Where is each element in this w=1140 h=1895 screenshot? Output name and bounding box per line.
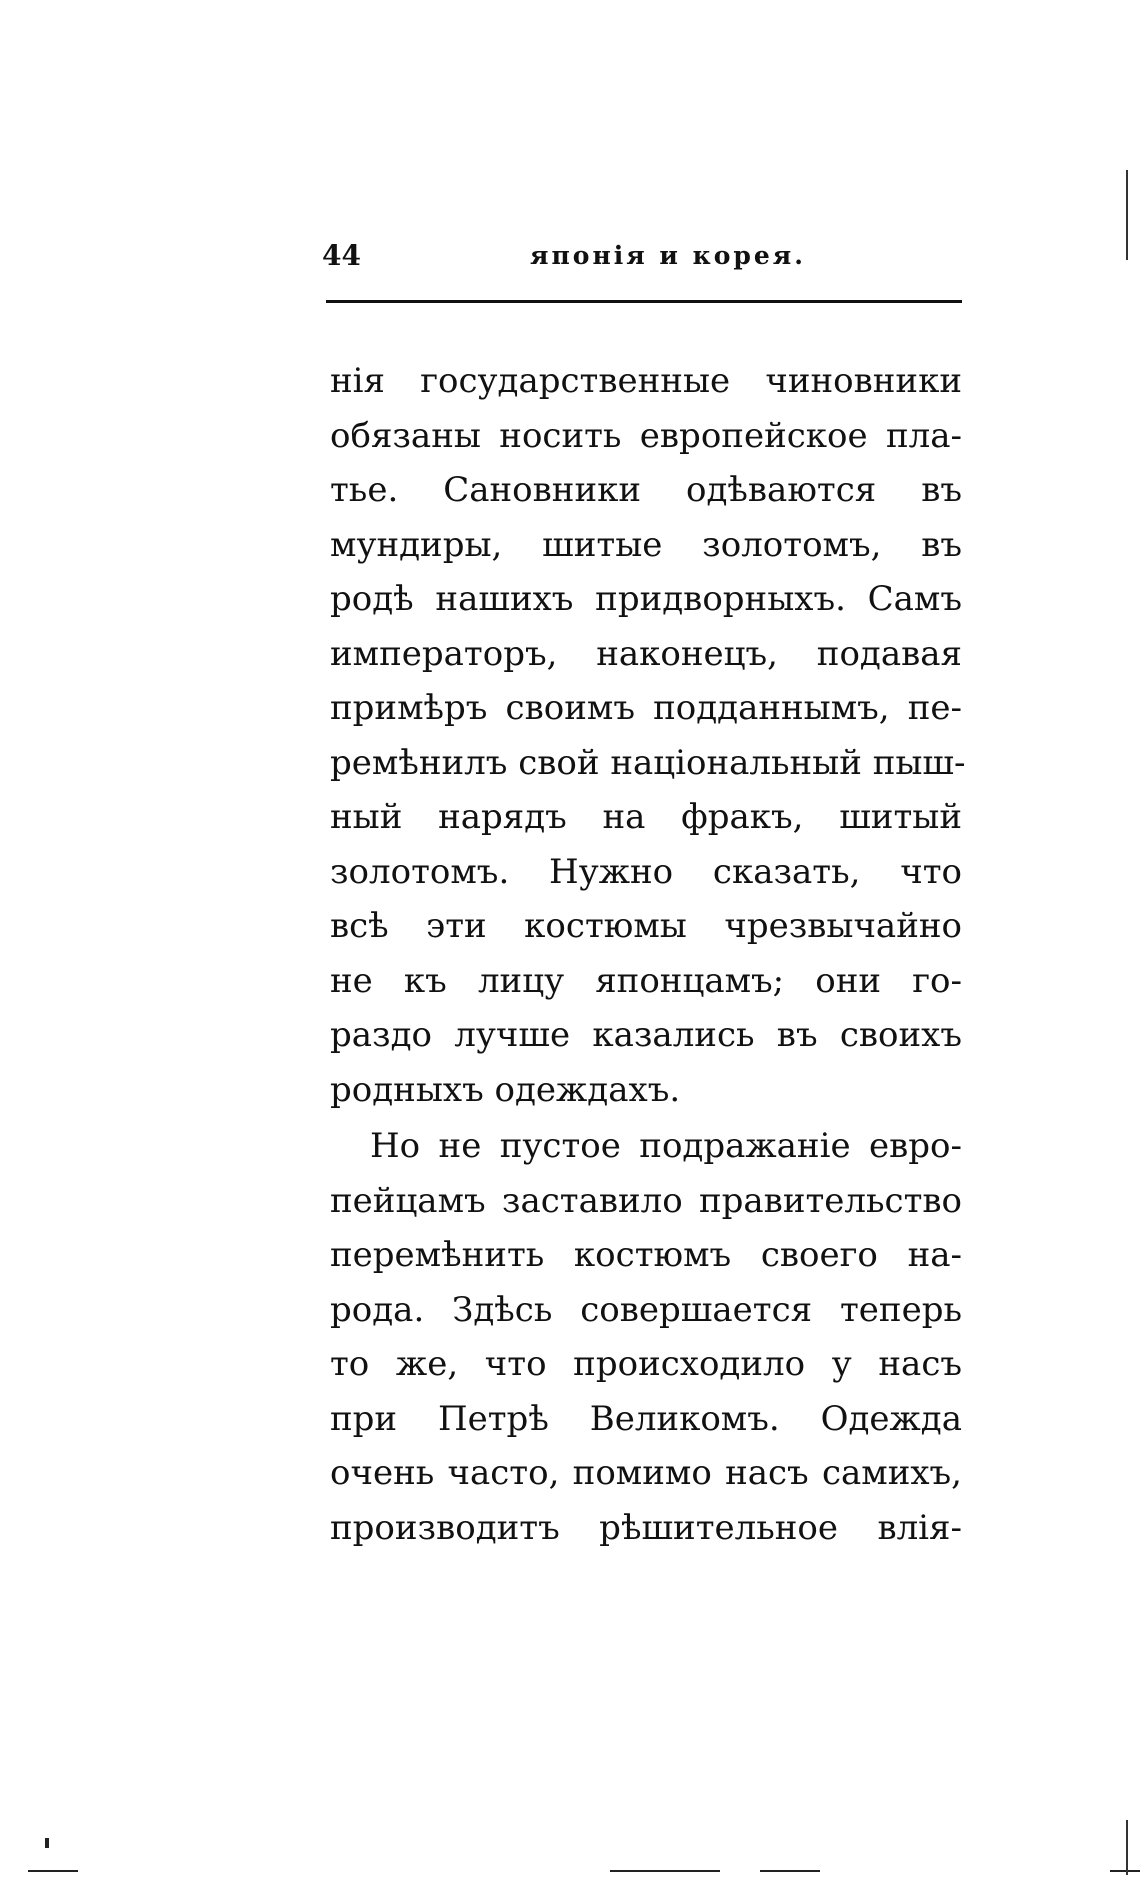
text-line: не къ лицу японцамъ; они го-: [330, 960, 962, 1001]
text-line: Но не пустое подражаніе евро-: [370, 1126, 962, 1166]
body-text: [330, 354, 966, 1555]
text-line: пейцамъ заставило правительство: [330, 1180, 962, 1221]
scan-edge-line: [1110, 1870, 1140, 1872]
scan-edge-line: [1126, 170, 1128, 260]
page-number: 44: [322, 239, 361, 272]
paragraph-1: [330, 354, 966, 1117]
text-line: родныхъ одеждахъ.: [330, 1069, 681, 1110]
text-line: мундиры, шитые золотомъ, въ: [330, 524, 962, 565]
text-line: императоръ, наконецъ, подавая: [330, 633, 962, 674]
page-header: [322, 232, 962, 280]
text-line: производитъ рѣшительное влія-: [330, 1507, 962, 1548]
text-line: всѣ эти костюмы чрезвычайно: [330, 906, 962, 946]
text-line: ный нарядъ на фракъ, шитый: [330, 797, 962, 837]
text-line: при Петрѣ Великомъ. Одежда: [330, 1398, 962, 1439]
scan-edge-line: [28, 1870, 78, 1872]
header-rule: [326, 300, 962, 303]
text-line: рода. Здѣсь совершается теперь: [330, 1289, 962, 1330]
text-line: то же, что происходило у насъ: [330, 1344, 962, 1384]
text-line: раздо лучше казались въ своихъ: [330, 1015, 962, 1055]
text-line: примѣръ своимъ подданнымъ, пе-: [330, 688, 962, 728]
text-line: очень часто, помимо насъ самихъ,: [330, 1453, 962, 1493]
text-line: нія государственные чиновники: [330, 361, 962, 401]
text-line: золотомъ. Нужно сказать, что: [330, 851, 962, 892]
scan-mark: [45, 1838, 49, 1848]
text-line: ремѣнилъ свой національный пыш-: [330, 742, 966, 783]
text-line: тье. Сановники одѣваются въ: [330, 470, 962, 510]
running-title: японія и корея.: [530, 241, 806, 270]
scan-edge-line: [610, 1870, 720, 1872]
text-line: обязаны носить европейское пла-: [330, 415, 962, 456]
scan-edge-line: [1126, 1820, 1128, 1875]
text-line: родѣ нашихъ придворныхъ. Самъ: [330, 579, 962, 619]
text-line: перемѣнить костюмъ своего на-: [330, 1235, 962, 1275]
paragraph-2: [330, 1119, 962, 1555]
scan-edge-line: [760, 1870, 820, 1872]
